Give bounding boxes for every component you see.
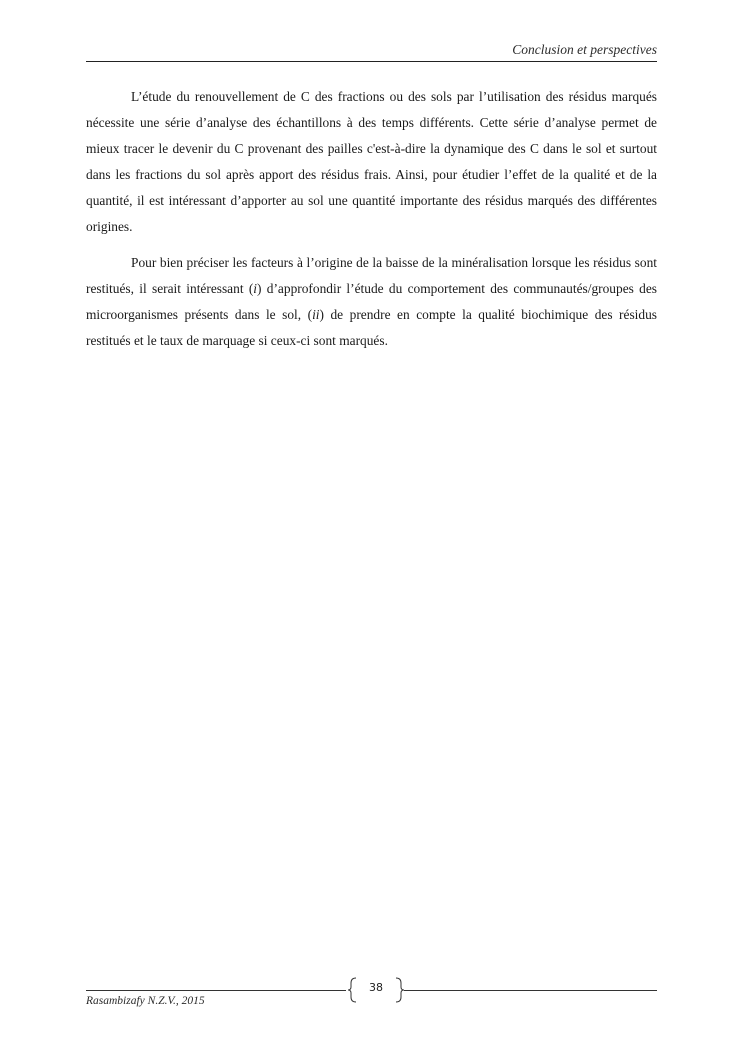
- paragraph-2-part-1: Pour bien préciser les facteurs à l’origine de la baisse de la minéralisation lorsque les résidus sont restitués, il serait intéressant (: [86, 255, 657, 296]
- enumeration-i: i: [253, 281, 258, 296]
- footer-divider-right: [404, 990, 657, 991]
- paragraph-2-part-2: ) d’approfondir l’étude du comportement des communautés/groupes des microorganismes présents dans le sol, (: [86, 281, 657, 322]
- header-divider: [86, 61, 657, 62]
- paragraph-1: L’étude du renouvellement de C des fractions ou des sols par l’utilisation des résidus marqués nécessite une série d’analyse des échantillons à des temps différents. Cette série d’analyse permet de mieux tracer le devenir du C provenant des pailles c'est-à-dire la dynamique des C dans le sol et surtout dans les fractions du sol après apport des résidus frais. Ainsi, pour étudier l’effet de la qualité et de la quantité, il est intéressant d’apporter au sol une quantité importante des résidus marqués des différentes origines.: [86, 89, 657, 234]
- footer-author: Rasambizafy N.Z.V., 2015: [86, 995, 205, 1007]
- paragraph-2: [86, 250, 657, 354]
- paragraph-2-part-3: ) de prendre en compte la qualité biochimique des résidus restitués et le taux de marquage si ceux-ci sont marqués.: [86, 307, 657, 348]
- enumeration-ii: ii: [312, 307, 320, 322]
- page-number: 38: [369, 981, 383, 994]
- footer-divider-left: [86, 990, 346, 991]
- running-header-title: Conclusion et perspectives: [512, 42, 657, 57]
- page-body: [86, 84, 657, 364]
- page-number-brace: [348, 977, 404, 1003]
